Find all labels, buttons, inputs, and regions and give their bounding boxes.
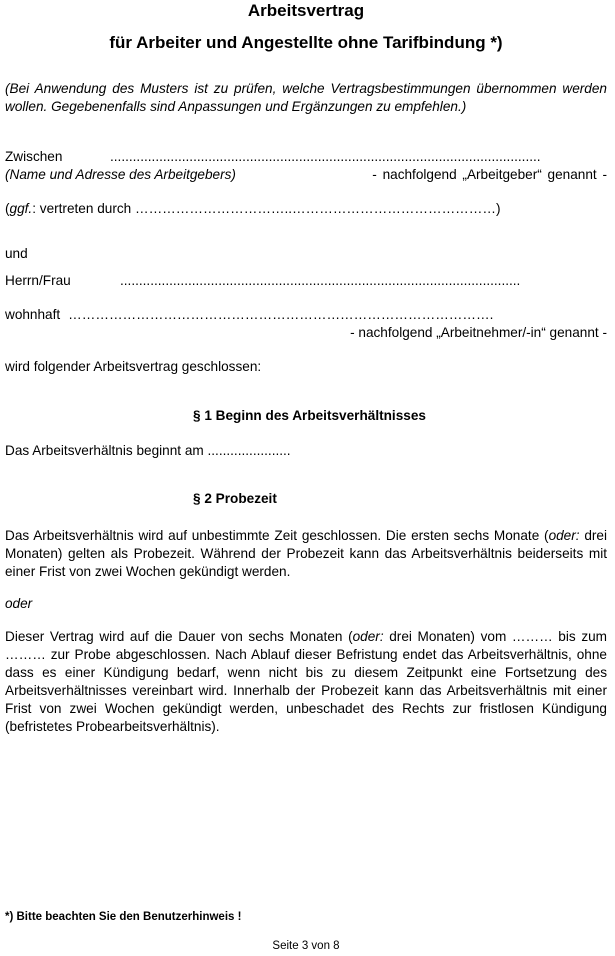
section2-p2-b: drei Monaten) vom ……… bis zum ……… zur Probe abgeschlossen. Nach Ablauf dieser Befristung endet das Arbeitsverhältnis, ohne dass es einer Kündigung bedarf, wenn nicht bis zu diesem Zeitpunkt eine Fortsetzung des Arbeitsverhältnisses vereinbart wird. Innerhalb der Probezeit kann das Arbeitsverhältnis mit einer Frist von zwei Wochen gekündigt werden, unbeschadet des Rechts zur fristlosen Kündigung (befristetes Probearbeitsverhältnis). bbox=[5, 629, 607, 734]
section2-paragraph1 bbox=[5, 527, 607, 581]
document-subtitle: für Arbeiter und Angestellte ohne Tarifbindung *) bbox=[109, 33, 503, 52]
employee-role: - nachfolgend „Arbeitnehmer/-in“ genannt - bbox=[350, 325, 607, 340]
section1-heading: § 1 Beginn des Arbeitsverhältnisses bbox=[193, 408, 426, 423]
between-label: Zwischen bbox=[5, 149, 63, 164]
section2-p2-oder: oder: bbox=[352, 629, 384, 644]
employer-hint: (Name und Adresse des Arbeitgebers) bbox=[5, 167, 236, 182]
footnote: *) Bitte beachten Sie den Benutzerhinweis ! bbox=[5, 911, 242, 923]
page-number: Seite 3 von 8 bbox=[272, 940, 340, 952]
employer-role: - nachfolgend „Arbeitgeber“ genannt - bbox=[372, 167, 607, 182]
represented-open: ( bbox=[5, 201, 10, 216]
contract-concluded: wird folgender Arbeitsvertrag geschlossen: bbox=[5, 359, 262, 374]
between-line bbox=[5, 148, 607, 166]
section2-p1-b: drei Monaten) gelten als Probezeit. Während der Probezeit kann das Arbeitsverhältnis beiderseits mit einer Frist von zwei Wochen gekündigt werden. bbox=[5, 528, 607, 579]
represented-text: : vertreten durch ……………………………..………………………………………) bbox=[32, 201, 501, 216]
and-label: und bbox=[5, 246, 28, 261]
section2-paragraph2 bbox=[5, 628, 607, 736]
employer-line bbox=[5, 166, 607, 184]
person-line bbox=[5, 272, 607, 290]
person-name-blank: .......................................................................................................... bbox=[120, 273, 521, 288]
section2-p2-a: Dieser Vertrag wird auf die Dauer von sechs Monaten ( bbox=[5, 629, 353, 644]
employer-name-blank: .................................................................................................................. bbox=[110, 149, 541, 164]
section2-heading: § 2 Probezeit bbox=[193, 491, 277, 506]
residence-blank: …………………………………………………………………………………. bbox=[68, 307, 494, 322]
section1-text: Das Arbeitsverhältnis beginnt am ...................... bbox=[5, 443, 291, 458]
intro-note: (Bei Anwendung des Musters ist zu prüfen, welche Vertragsbestimmungen übernommen werden wollen. Gegebenenfalls sind Anpassungen und Ergänzungen zu empfehlen.) bbox=[5, 81, 607, 114]
person-label: Herrn/Frau bbox=[5, 273, 71, 288]
represented-ggf: ggf. bbox=[9, 201, 33, 216]
section2-p1-oder: oder: bbox=[548, 528, 580, 543]
section2-oder: oder bbox=[5, 596, 33, 611]
residence-label: wohnhaft bbox=[5, 307, 61, 322]
represented-line bbox=[5, 200, 607, 218]
residence-line bbox=[5, 306, 607, 324]
document-title: Arbeitsvertrag bbox=[247, 1, 365, 20]
section2-p1-a: Das Arbeitsverhältnis wird auf unbestimmte Zeit geschlossen. Die ersten sechs Monate ( bbox=[5, 528, 549, 543]
